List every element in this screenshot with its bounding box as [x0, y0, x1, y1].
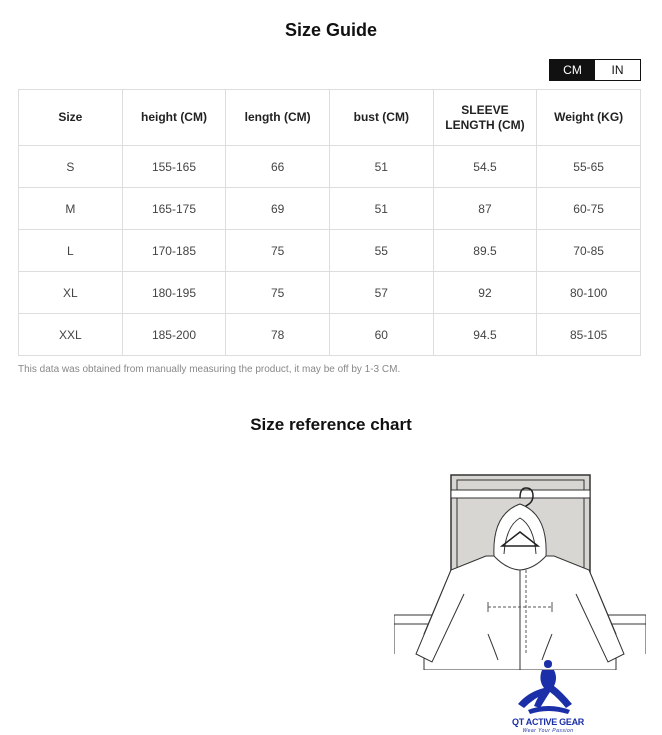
unit-option-in[interactable]: IN [595, 60, 640, 80]
table-cell: 85-105 [537, 314, 641, 356]
header-height: height (CM) [122, 90, 226, 146]
table-cell: 170-185 [122, 230, 226, 272]
table-row [19, 272, 641, 314]
table-cell: 60 [329, 314, 433, 356]
table-cell: M [19, 188, 123, 230]
table-cell: 75 [226, 230, 330, 272]
header-weight: Weight (KG) [537, 90, 641, 146]
table-cell: 57 [329, 272, 433, 314]
table-cell: 54.5 [433, 146, 537, 188]
table-cell: 89.5 [433, 230, 537, 272]
table-cell: 51 [329, 146, 433, 188]
size-reference-title: Size reference chart [250, 415, 412, 434]
table-cell: 94.5 [433, 314, 537, 356]
table-cell: XL [19, 272, 123, 314]
brand-name: QT ACTIVE GEAR [512, 717, 584, 727]
table-cell: 185-200 [122, 314, 226, 356]
table-cell: 51 [329, 188, 433, 230]
table-cell: L [19, 230, 123, 272]
brand-tagline: Wear Your Passion [522, 728, 574, 734]
table-row [19, 314, 641, 356]
table-cell: 60-75 [537, 188, 641, 230]
table-row [19, 146, 641, 188]
header-size: Size [19, 90, 123, 146]
table-row [19, 188, 641, 230]
table-cell: 165-175 [122, 188, 226, 230]
table-cell: 55-65 [537, 146, 641, 188]
unit-option-cm[interactable]: CM [550, 60, 595, 80]
table-cell: 55 [329, 230, 433, 272]
unit-toggle [549, 59, 641, 81]
table-row [19, 230, 641, 272]
table-cell: 80-100 [537, 272, 641, 314]
hoodie-on-hanger-icon [394, 474, 646, 670]
table-cell: 78 [226, 314, 330, 356]
table-cell: 155-165 [122, 146, 226, 188]
header-bust: bust (CM) [329, 90, 433, 146]
table-cell: 75 [226, 272, 330, 314]
table-cell: 87 [433, 188, 537, 230]
table-header-row [19, 90, 641, 146]
measurement-note: This data was obtained from manually measuring the product, it may be off by 1-3 CM. [18, 364, 401, 375]
table-cell: XXL [19, 314, 123, 356]
table-cell: 70-85 [537, 230, 641, 272]
header-length: length (CM) [226, 90, 330, 146]
table-cell: 66 [226, 146, 330, 188]
table-cell: S [19, 146, 123, 188]
size-table [18, 89, 641, 356]
table-cell: 92 [433, 272, 537, 314]
header-sleeve-length: SLEEVE LENGTH (CM) [433, 90, 537, 146]
table-cell: 180-195 [122, 272, 226, 314]
table-cell: 69 [226, 188, 330, 230]
page-title: Size Guide [284, 20, 378, 40]
